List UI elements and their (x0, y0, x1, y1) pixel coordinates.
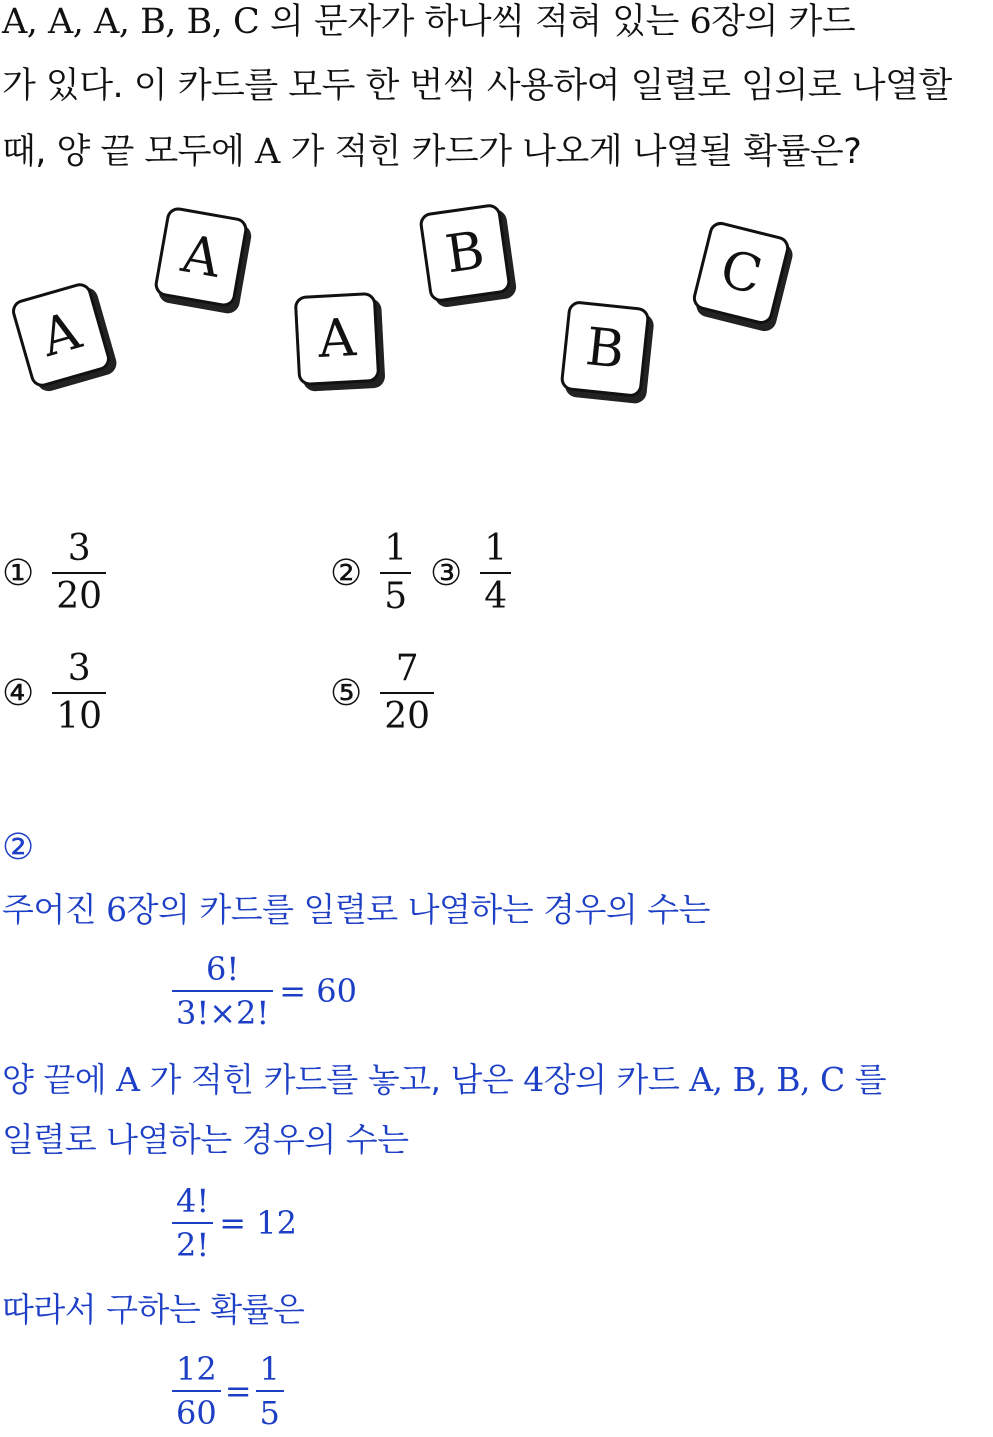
fraction (52, 646, 106, 740)
answer-mark: ② (2, 827, 35, 868)
choice-4[interactable] (2, 646, 106, 740)
numerator: 7 (395, 648, 419, 689)
denominator: 5 (259, 1394, 280, 1432)
numerator: 1 (484, 528, 508, 569)
solution-line-3: 일렬로 나열하는 경우의 수는 (2, 1120, 409, 1159)
choice-2[interactable] (330, 526, 411, 620)
choice-3[interactable] (430, 526, 511, 620)
equals-sign: = (224, 1372, 252, 1410)
solution-text: 가 적힌 카드를 놓고, 남은 (149, 1060, 514, 1099)
solution-line-1 (2, 890, 710, 930)
numerator: 3 (67, 648, 91, 689)
denominator: 20 (384, 696, 431, 737)
denominator: 3!×2! (176, 994, 270, 1032)
question-card-count: 6 (689, 2, 712, 42)
equation-result: = 12 (219, 1204, 297, 1242)
numerator: 12 (176, 1350, 217, 1388)
numerator: 3 (67, 528, 91, 569)
question-text: 의 문자가 하나씩 적혀 있는 (269, 2, 679, 42)
denominator: 10 (56, 696, 103, 737)
numerator: 1 (259, 1350, 280, 1388)
equation-3 (172, 1348, 284, 1434)
choice-mark: ⑤ (330, 672, 363, 714)
fraction (172, 1348, 221, 1434)
choice-1[interactable] (2, 526, 106, 620)
question-text-end: 장의 카드 (711, 2, 856, 42)
choice-5[interactable] (330, 646, 434, 740)
equation-1 (172, 948, 357, 1034)
fraction (480, 526, 511, 620)
question-letters: A, A, A, B, B, C (2, 2, 260, 42)
solution-letter: A (116, 1060, 140, 1099)
letter-card-a: A (294, 292, 381, 386)
letter-card-b: B (560, 300, 651, 398)
question-line-3 (2, 132, 861, 172)
fraction (380, 526, 411, 620)
denominator: 60 (176, 1394, 217, 1432)
solution-text: 장의 카드를 일렬로 나열하는 경우의 수는 (126, 890, 711, 929)
numerator: 1 (384, 528, 408, 569)
choice-mark: ③ (430, 552, 463, 594)
denominator: 2! (176, 1226, 210, 1264)
fraction (52, 526, 106, 620)
letter-card-b: B (418, 203, 512, 304)
denominator: 4 (484, 576, 508, 617)
solution-number: 4 (523, 1060, 544, 1099)
fraction (172, 1180, 213, 1266)
question-text: 때, 양 끝 모두에 (2, 132, 245, 172)
denominator: 5 (384, 576, 408, 617)
numerator: 4! (176, 1182, 210, 1220)
solution-text: 장의 카드 (543, 1060, 680, 1099)
fraction (256, 1348, 284, 1434)
question-line-2: 가 있다. 이 카드를 모두 한 번씩 사용하여 일렬로 임의로 나열할 (2, 66, 952, 106)
numerator: 6! (206, 950, 240, 988)
question-letter: A (255, 132, 280, 172)
letter-card-a: A (153, 206, 249, 309)
solution-line-2 (2, 1060, 886, 1100)
question-text-end: 가 적힌 카드가 나오게 나열될 확률은? (290, 132, 862, 172)
equation-result: = 60 (279, 972, 357, 1010)
solution-letters: A, B, B, C (689, 1060, 845, 1099)
solution-text: 를 (854, 1060, 887, 1099)
choice-mark: ② (330, 552, 363, 594)
solution-text: 양 끝에 (2, 1060, 107, 1099)
solution-number: 6 (106, 890, 127, 929)
denominator: 20 (56, 576, 103, 617)
letter-card-a: A (9, 280, 113, 389)
fraction (172, 948, 273, 1034)
solution-line-4: 따라서 구하는 확률은 (2, 1290, 305, 1329)
question-line-1 (2, 2, 855, 42)
choice-mark: ① (2, 552, 35, 594)
solution-text: 주어진 (2, 890, 97, 929)
choice-mark: ④ (2, 672, 35, 714)
equation-2 (172, 1180, 297, 1266)
fraction (380, 646, 434, 740)
letter-card-c: C (690, 219, 791, 326)
